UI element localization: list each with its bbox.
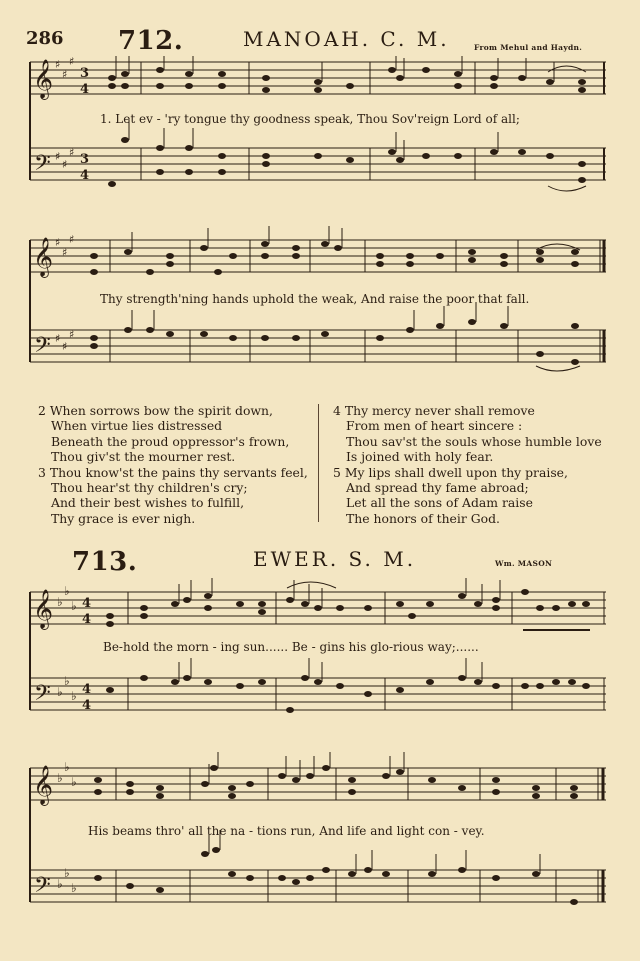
verse-line: Beneath the proud oppressor's frown,: [51, 433, 290, 449]
svg-text:♭: ♭: [57, 771, 63, 785]
hymn-712-number: 712.: [118, 26, 184, 56]
hymn-712-lyric-line-1: 1. Let ev - 'ry tongue thy goodness speak, Thou Sov'reign Lord of all;: [100, 112, 520, 126]
hymn-713-lyric-line-1: Be-hold the morn - ing sun...... Be - gins his glo-rious way;......: [103, 640, 479, 654]
svg-text:4: 4: [82, 698, 92, 713]
svg-text:𝄞: 𝄞: [33, 237, 54, 277]
verse-line: When virtue lies distressed: [51, 418, 223, 434]
svg-text:4: 4: [82, 682, 92, 697]
verse-line: 2 When sorrows bow the spirit down,: [38, 403, 273, 418]
svg-text:♯: ♯: [69, 56, 75, 68]
svg-text:♭: ♭: [57, 595, 63, 609]
svg-text:♭: ♭: [71, 775, 77, 789]
verse-line: And spread thy fame abroad;: [346, 480, 529, 496]
svg-text:𝄢: 𝄢: [34, 681, 51, 711]
verse-line: Thou giv'st the mourner rest.: [51, 449, 236, 465]
svg-text:♭: ♭: [71, 599, 77, 613]
hymn-712-verses-left: [38, 403, 308, 526]
verse-line: 4 Thy mercy never shall remove: [333, 403, 535, 418]
svg-text:♭: ♭: [57, 877, 63, 891]
verse-line: Thou sav'st the souls whose humble love: [346, 433, 602, 449]
hymn-713-number: 713.: [72, 547, 138, 577]
verse-line: Thy grace is ever nigh.: [51, 510, 196, 526]
verse-line: The honors of their God.: [346, 510, 500, 526]
svg-text:𝄢: 𝄢: [34, 873, 51, 903]
svg-text:♯: ♯: [62, 158, 68, 171]
svg-text:♭: ♭: [64, 584, 70, 598]
svg-text:♯: ♯: [55, 150, 61, 163]
svg-text:𝄞: 𝄞: [33, 59, 54, 99]
hymn-712-verses-right: [333, 403, 602, 526]
svg-text:𝄢: 𝄢: [34, 151, 51, 181]
svg-text:♯: ♯: [55, 58, 61, 71]
svg-text:♭: ♭: [71, 689, 77, 703]
svg-text:𝄞: 𝄞: [33, 765, 54, 805]
svg-text:𝄞: 𝄞: [33, 589, 54, 629]
hymn-712-title: MANOAH. C. M.: [243, 27, 450, 51]
verse-line: From men of heart sincere :: [346, 418, 523, 434]
hymn-712-system-1: [0, 56, 640, 196]
hymn-713-credit: Wm. MASON: [495, 559, 553, 568]
svg-text:♭: ♭: [64, 760, 70, 774]
verse-line: Is joined with holy fear.: [346, 449, 494, 465]
svg-text:♭: ♭: [64, 866, 70, 880]
svg-text:4: 4: [82, 612, 92, 627]
verse-line: Let all the sons of Adam raise: [346, 495, 533, 511]
verse-line: 5 My lips shall dwell upon thy praise,: [333, 464, 568, 480]
svg-text:3: 3: [80, 152, 90, 167]
svg-text:4: 4: [80, 168, 90, 183]
hymn-712-credit: From Mehul and Haydn.: [474, 43, 583, 52]
verse-line: And their best wishes to fulfill,: [51, 495, 245, 511]
svg-text:4: 4: [82, 596, 92, 611]
svg-text:♯: ♯: [55, 332, 61, 345]
svg-text:3: 3: [80, 66, 90, 81]
svg-text:♭: ♭: [57, 685, 63, 699]
hymn-712-lyric-line-2: Thy strength'ning hands uphold the weak, And raise the poor that fall.: [100, 292, 530, 306]
svg-text:𝄢: 𝄢: [34, 333, 51, 363]
svg-text:♯: ♯: [69, 233, 75, 246]
verse-line: Thou hear'st thy children's cry;: [51, 480, 248, 496]
svg-text:4: 4: [80, 82, 90, 97]
svg-text:♯: ♯: [69, 328, 75, 341]
hymn-712-system-2: [0, 226, 640, 386]
verse-line: 3 Thou know'st the pains thy servants feel,: [38, 464, 308, 480]
page-number: 286: [26, 28, 64, 49]
verse-divider: [318, 404, 319, 522]
svg-text:♭: ♭: [64, 674, 70, 688]
svg-text:♭: ♭: [71, 881, 77, 895]
hymn-713-title: EWER. S. M.: [253, 547, 417, 571]
svg-text:♯: ♯: [62, 340, 68, 353]
svg-text:♯: ♯: [69, 146, 75, 159]
svg-text:♯: ♯: [62, 246, 68, 259]
svg-text:♯: ♯: [55, 236, 61, 249]
hymn-713-lyric-line-2: His beams thro' all the na - tions run, And life and light con - vey.: [88, 824, 485, 838]
hymn-713-system-1: [0, 578, 640, 738]
svg-text:♯: ♯: [62, 68, 68, 81]
